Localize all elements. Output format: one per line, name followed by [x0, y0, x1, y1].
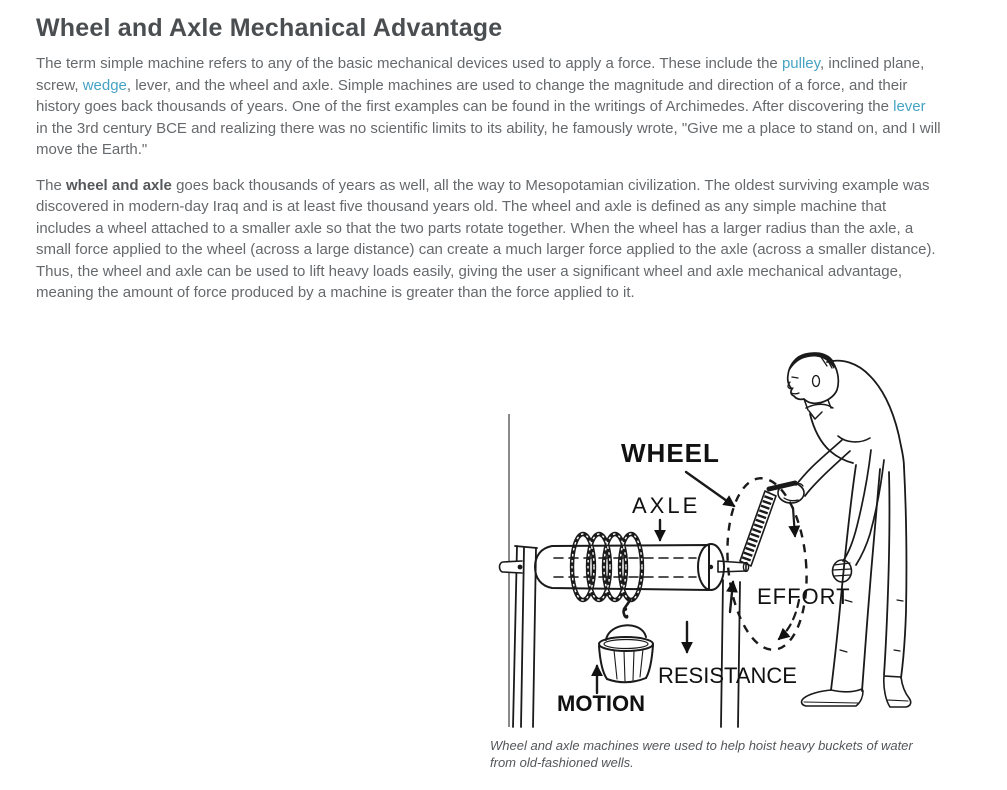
article-body	[36, 53, 941, 304]
paragraph-text: The term simple machine refers to any of the basic mechanical devices used to apply a force. These include the	[36, 55, 782, 72]
wheel-axle-figure	[490, 350, 937, 771]
paragraph-intro	[36, 53, 941, 161]
figure-label-resistance: RESISTANCE	[658, 663, 797, 688]
figure-label-axle: AXLE	[632, 493, 701, 518]
paragraph-text: , lever, and the wheel and axle. Simple machines are used to change the magnitude and direction of a force, and their history goes back thousands of years. One of the first examples can be found in the writings of Archimedes. After discovering the	[36, 76, 908, 115]
pulley-link[interactable]: pulley	[781, 55, 821, 72]
figure-label-motion: MOTION	[557, 691, 645, 716]
person-figure	[788, 352, 911, 707]
paragraph-text: goes back thousands of years as well, all the way to Mesopotamian civilization. The oldest surviving example was discovered in modern-day Iraq and is at least five thousand years old. The wheel and axle is defined as any simple machine that includes a wheel attached to a smaller axle so that the two parts rotate together. When the wheel has a larger radius than the axle, a small force applied to the wheel (across a large distance) can create a much larger force applied to the axle (across a smaller distance). Thus, the wheel and axle can be used to lift heavy loads easily, giving the user a significant wheel and axle mechanical advantage, meaning the amount of force produced by a machine is greater than the force applied to it.	[36, 176, 936, 301]
paragraph-wheel-axle	[36, 175, 941, 304]
shoe-back	[884, 676, 911, 707]
figure-label-wheel: WHEEL	[621, 438, 720, 468]
page-title: Wheel and Axle Mechanical Advantage	[36, 14, 503, 42]
axle-pin	[500, 561, 523, 573]
wedge-link[interactable]: wedge	[82, 76, 127, 94]
paragraph-text: , inclined plane, screw,	[36, 55, 925, 94]
rope-hanging	[623, 600, 630, 617]
paragraph-text: The	[36, 176, 67, 194]
wheel-axle-illustration	[490, 350, 935, 730]
crank-arm	[740, 491, 776, 566]
paragraph-text: in the 3rd century BCE and realizing there was no scientific limits to its ability, he famously wrote, "Give me a place to stand on, and I will move the Earth."	[36, 119, 941, 158]
bucket	[599, 625, 653, 682]
figure-label-effort: EFFORT	[757, 584, 851, 609]
hair	[788, 352, 835, 374]
bold-term-wheel-and-axle: wheel and axle	[66, 176, 172, 194]
rope-coils	[572, 534, 642, 600]
figure-caption: Wheel and axle machines were used to help hoist heavy buckets of water from old-fashioned wells.	[490, 738, 913, 770]
lever-link[interactable]: lever	[893, 98, 926, 115]
